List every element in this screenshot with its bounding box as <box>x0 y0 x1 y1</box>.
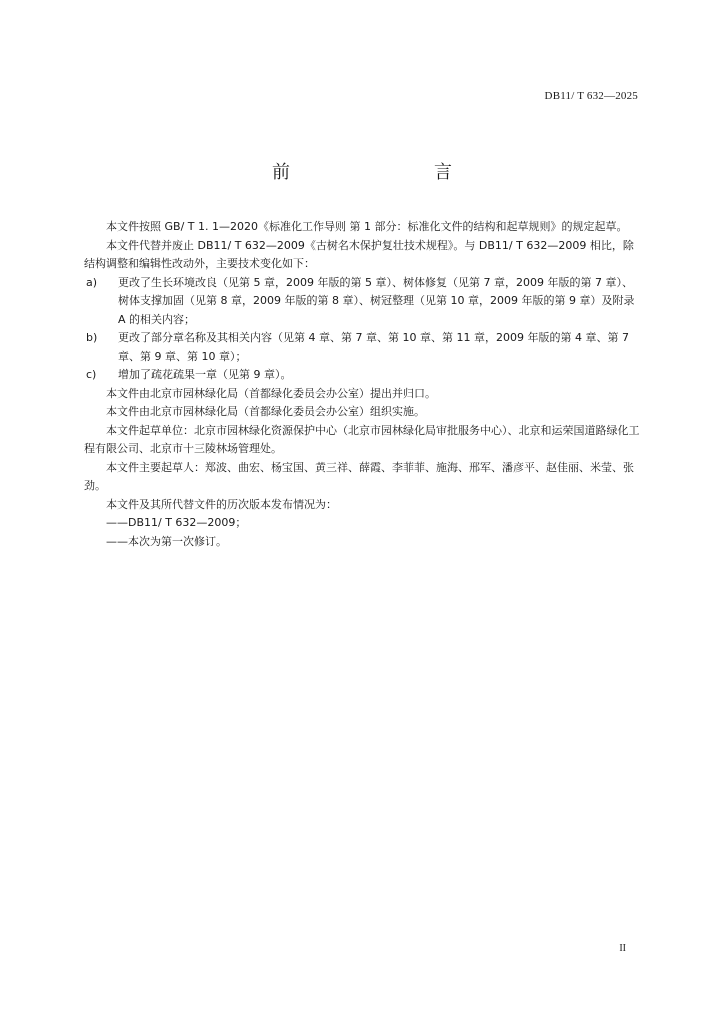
paragraph-version-history: 本文件及其所代替文件的历次版本发布情况为： <box>106 497 337 511</box>
paragraph-drafters: 本文件主要起草人：郑波、曲宏、杨宝国、黄三祥、薛霞、李菲菲、施海、邢军、潘彦平、赵佳丽、米莹、张劲。 <box>84 460 634 492</box>
document-code: DB11/ T 632—2025 <box>544 90 638 102</box>
page-title: 前 言 <box>272 162 488 183</box>
list-item-text: 更改了生长环境改良（见第 5 章，2009 年版的第 5 章）、树体修复（见第 7 章，2009 年版的第 7 章）、树体支撑加固（见第 8 章，2009 年版的第 8 章）、树冠整理（见第 10 章，2009 年版的第 9 章）及附录 A 的相关内容； <box>118 275 635 326</box>
list-marker: b) <box>86 331 98 344</box>
change-list-item <box>84 366 640 385</box>
foreword-body <box>84 218 640 551</box>
version-history-item: ——DB11/ T 632—2009； <box>106 516 247 529</box>
paragraph-proposer: 本文件由北京市园林绿化局（首都绿化委员会办公室）提出并归口。 <box>106 386 436 400</box>
change-list-item <box>84 274 640 330</box>
version-history-item: ——本次为第一次修订。 <box>106 534 227 548</box>
list-item-text: 增加了疏花疏果一章（见第 9 章）。 <box>118 368 292 381</box>
paragraph-replacement: 本文件代替并废止 DB11/ T 632—2009《古树名木保护复壮技术规程》。与 DB11/ T 632—2009 相比，除结构调整和编辑性改动外，主要技术变化如下： <box>84 238 634 270</box>
list-marker: a) <box>86 275 98 289</box>
page-number: II <box>619 943 626 954</box>
list-marker: c) <box>86 368 97 381</box>
paragraph-drafting-rules: 本文件按照 GB/ T 1. 1—2020《标准化工作导则 第 1 部分：标准化文件的结构和起草规则》的规定起草。 <box>106 220 628 233</box>
list-item-text: 更改了部分章名称及其相关内容（见第 4 章、第 7 章、第 10 章、第 11 章，2009 年版的第 4 章、第 7 章、第 9 章、第 10 章）； <box>118 331 629 363</box>
paragraph-implementer: 本文件由北京市园林绿化局（首都绿化委员会办公室）组织实施。 <box>106 405 425 418</box>
change-list-item <box>84 329 640 366</box>
paragraph-drafting-units: 本文件起草单位：北京市园林绿化资源保护中心（北京市园林绿化局审批服务中心）、北京和运荣国道路绿化工程有限公司、北京市十三陵林场管理处。 <box>84 423 640 455</box>
